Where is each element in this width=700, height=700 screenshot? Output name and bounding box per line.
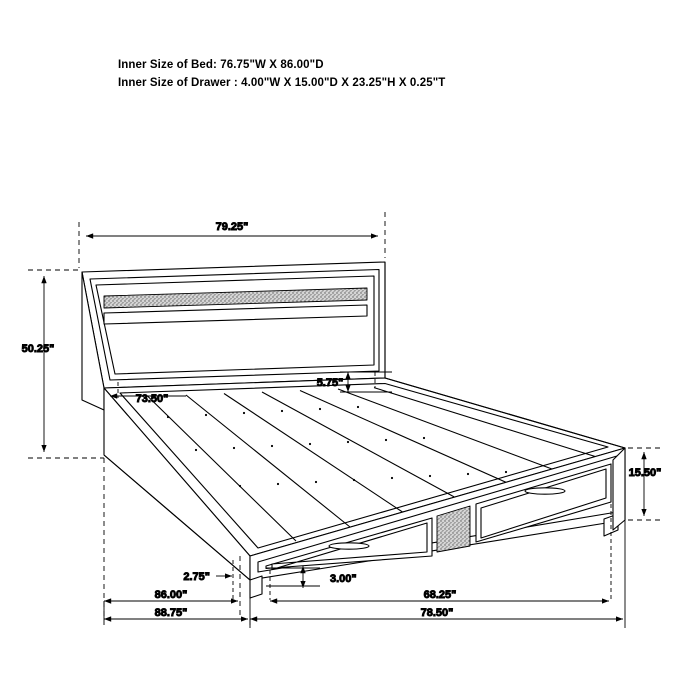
dim-drawer-span: 68.25" [423, 589, 457, 601]
dim-drawer-clearance: 3.00" [330, 573, 357, 585]
dim-footboard-offset: 2.75" [183, 571, 210, 583]
bed-illustration [82, 262, 625, 598]
dim-rail-depth: 5.75" [316, 377, 344, 389]
spec-line-bed: Inner Size of Bed: 76.75"W X 86.00"D [118, 59, 324, 71]
dim-bed-length-outer: 88.75" [154, 607, 188, 619]
dim-overall-height: 50.25" [21, 343, 55, 355]
dim-footboard-height: 15.50" [628, 467, 662, 479]
spec-line-drawer: Inner Size of Drawer : 4.00"W X 15.00"D X 23.25"H X 0.25"T [118, 77, 446, 89]
dim-bed-length-inner: 86.00" [154, 589, 188, 601]
dim-headboard-width: 79.25" [215, 221, 249, 233]
dim-headboard-inner-width: 73.50" [135, 393, 169, 405]
dim-base-length: 78.50" [420, 607, 454, 619]
